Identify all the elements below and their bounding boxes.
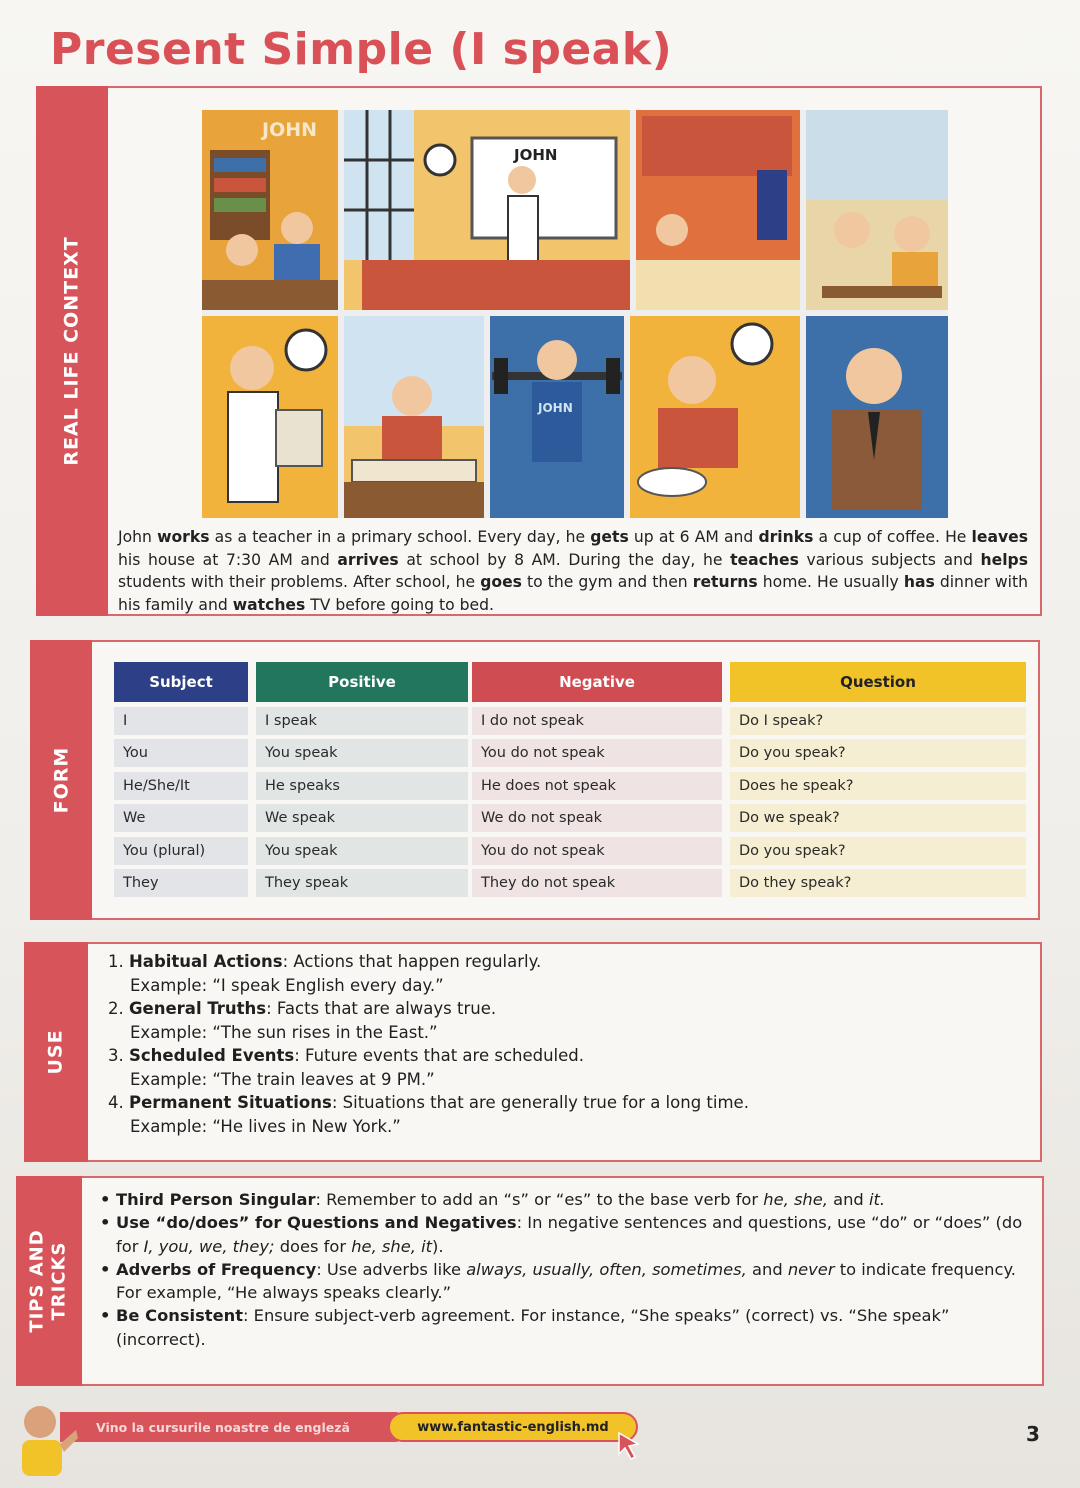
column-subject xyxy=(114,662,248,897)
header-question: Question xyxy=(730,662,1026,702)
text-run: his house at 7:30 AM and xyxy=(118,550,338,569)
use-item-term: Permanent Situations xyxy=(129,1093,332,1112)
italic-run: he, she, xyxy=(763,1190,828,1209)
use-item-term: Habitual Actions xyxy=(129,952,283,971)
table-cell-positive: I speak xyxy=(256,707,468,735)
header-positive: Positive xyxy=(256,662,468,702)
footer xyxy=(0,1392,1080,1488)
italic-run: never xyxy=(787,1259,835,1279)
context-paragraph xyxy=(118,526,1028,616)
section-tab xyxy=(30,640,92,920)
highlighted-verb: drinks xyxy=(758,528,814,546)
tip-item xyxy=(100,1211,1030,1258)
tip-term: Adverbs of Frequency xyxy=(116,1259,317,1279)
use-item-line xyxy=(108,1044,1008,1068)
table-cell-positive: They speak xyxy=(256,869,468,897)
header-negative: Negative xyxy=(472,662,722,702)
use-item xyxy=(108,950,1008,997)
highlighted-verb: watches xyxy=(232,595,306,614)
table-cell-question: Do you speak? xyxy=(730,739,1026,767)
text-run: : Ensure subject-verb agreement. For instance, “She speaks” (correct) vs. “She speak” (incorrect). xyxy=(116,1306,950,1349)
section-tab xyxy=(36,86,108,616)
highlighted-verb: has xyxy=(903,573,935,591)
section-real-life-context xyxy=(36,86,1042,616)
table-cell-positive: He speaks xyxy=(256,772,468,800)
text-run: : Use adverbs like xyxy=(316,1259,467,1279)
tip-item xyxy=(100,1304,1030,1351)
use-item xyxy=(108,1091,1008,1138)
page-title: Present Simple (I speak) xyxy=(50,24,673,75)
text-run: to the gym and then xyxy=(521,573,693,591)
text-run: dinner with his family and xyxy=(118,573,1028,614)
table-cell-subject: We xyxy=(114,804,248,832)
table-cell-subject: You (plural) xyxy=(114,837,248,865)
comic-illustration xyxy=(202,110,948,518)
comic-name-tag: JOHN xyxy=(514,146,558,164)
use-item xyxy=(108,1044,1008,1091)
table-cell-question: Do they speak? xyxy=(730,869,1026,897)
tip-item xyxy=(100,1258,1030,1305)
section-tab xyxy=(16,1176,82,1386)
text-run: home. He usually xyxy=(757,573,904,591)
use-item-number: 3. xyxy=(108,1046,124,1065)
section-form xyxy=(30,640,1040,920)
text-run: does for xyxy=(274,1236,352,1256)
page-number: 3 xyxy=(1026,1422,1040,1446)
table-cell-subject: He/She/It xyxy=(114,772,248,800)
section-label: FORM xyxy=(50,746,73,814)
italic-run: he, she, it xyxy=(351,1236,432,1256)
text-run: : In negative sentences and questions, use “do” or “does” (do for xyxy=(116,1213,1023,1256)
table-cell-negative: They do not speak xyxy=(472,869,722,897)
use-item-example: Example: “He lives in New York.” xyxy=(130,1116,401,1136)
table-cell-question: Do I speak? xyxy=(730,707,1026,735)
section-label xyxy=(27,1229,71,1332)
table-cell-negative: You do not speak xyxy=(472,837,722,865)
use-item-line xyxy=(108,997,1008,1021)
tip-term: Third Person Singular xyxy=(116,1190,316,1209)
table-cell-positive: We speak xyxy=(256,804,468,832)
use-item-example: Example: “I speak English every day.” xyxy=(130,975,444,995)
use-item-term: Scheduled Events xyxy=(129,1046,295,1065)
section-label: REAL LIFE CONTEXT xyxy=(61,236,83,466)
use-item-number: 1. xyxy=(108,952,124,971)
column-negative xyxy=(472,662,722,897)
table-cell-negative: We do not speak xyxy=(472,804,722,832)
table-cell-question: Does he speak? xyxy=(730,772,1026,800)
use-item-example: Example: “The train leaves at 9 PM.” xyxy=(130,1069,435,1089)
italic-run: it. xyxy=(868,1190,886,1209)
use-item-description: : Actions that happen regularly. xyxy=(282,952,542,971)
tip-term: Use “do/does” for Questions and Negatives xyxy=(116,1213,517,1233)
use-item-number: 2. xyxy=(108,999,124,1018)
italic-run: I, you, we, they; xyxy=(143,1236,275,1256)
highlighted-verb: gets xyxy=(590,528,629,546)
cursor-icon xyxy=(616,1430,642,1460)
comic-svg xyxy=(202,110,948,518)
highlighted-verb: goes xyxy=(480,573,522,591)
table-cell-subject: They xyxy=(114,869,248,897)
section-label-line: TIPS AND xyxy=(27,1229,48,1333)
footer-banner: Vino la cursurile noastre de engleză xyxy=(60,1412,400,1442)
tips-list xyxy=(100,1188,1030,1351)
use-item-number: 4. xyxy=(108,1093,124,1112)
use-item xyxy=(108,997,1008,1044)
text-run: as a teacher in a primary school. Every day, he xyxy=(209,528,591,546)
use-item-description: : Future events that are scheduled. xyxy=(294,1046,585,1065)
table-cell-subject: You xyxy=(114,739,248,767)
text-run: TV before going to bed. xyxy=(305,595,494,614)
column-positive xyxy=(256,662,468,897)
table-cell-negative: I do not speak xyxy=(472,707,722,735)
section-label: USE xyxy=(45,1029,67,1075)
column-question xyxy=(730,662,1026,897)
text-run: ). xyxy=(432,1236,444,1256)
highlighted-verb: arrives xyxy=(337,550,399,569)
comic-name-tag: JOHN xyxy=(538,401,573,415)
tip-item xyxy=(100,1188,1030,1211)
text-run: : Remember to add an “s” or “es” to the base verb for xyxy=(315,1190,764,1209)
table-cell-positive: You speak xyxy=(256,837,468,865)
section-use xyxy=(24,942,1042,1162)
text-run: and xyxy=(827,1190,869,1209)
highlighted-verb: teaches xyxy=(730,550,799,569)
highlighted-verb: works xyxy=(157,528,210,546)
mascot-icon xyxy=(10,1396,80,1476)
header-subject: Subject xyxy=(114,662,248,702)
text-run: at school by 8 AM. During the day, he xyxy=(398,550,731,569)
italic-run: always, usually, often, sometimes, xyxy=(466,1259,747,1279)
highlighted-verb: leaves xyxy=(971,528,1028,546)
table-cell-question: Do you speak? xyxy=(730,837,1026,865)
use-item-line xyxy=(108,1091,1008,1115)
text-run: various subjects and xyxy=(798,550,981,569)
use-item-description: : Situations that are generally true for a long time. xyxy=(331,1093,749,1112)
text-run: up at 6 AM and xyxy=(628,528,759,546)
table-cell-subject: I xyxy=(114,707,248,735)
use-item-description: : Facts that are always true. xyxy=(266,999,497,1018)
tip-term: Be Consistent xyxy=(116,1306,244,1326)
comic-name-tag: JOHN xyxy=(262,119,318,141)
footer-url-link[interactable]: www.fantastic-english.md xyxy=(388,1412,638,1442)
section-tab xyxy=(24,942,88,1162)
use-item-term: General Truths xyxy=(129,999,267,1018)
use-item-line xyxy=(108,950,1008,974)
text-run: a cup of coffee. He xyxy=(813,528,972,546)
text-run: John xyxy=(118,528,158,546)
text-run: students with their problems. After school, he xyxy=(118,573,481,591)
section-label-line: TRICKS xyxy=(49,1241,70,1321)
table-cell-positive: You speak xyxy=(256,739,468,767)
text-run: and xyxy=(746,1259,788,1279)
table-cell-negative: You do not speak xyxy=(472,739,722,767)
use-list xyxy=(108,950,1008,1138)
table-cell-question: Do we speak? xyxy=(730,804,1026,832)
highlighted-verb: returns xyxy=(692,573,758,591)
section-tips-and-tricks xyxy=(16,1176,1044,1386)
use-item-example: Example: “The sun rises in the East.” xyxy=(130,1022,438,1042)
table-cell-negative: He does not speak xyxy=(472,772,722,800)
highlighted-verb: helps xyxy=(980,550,1028,569)
text-run: to indicate frequency. For example, “He always speaks clearly.” xyxy=(116,1259,1016,1303)
